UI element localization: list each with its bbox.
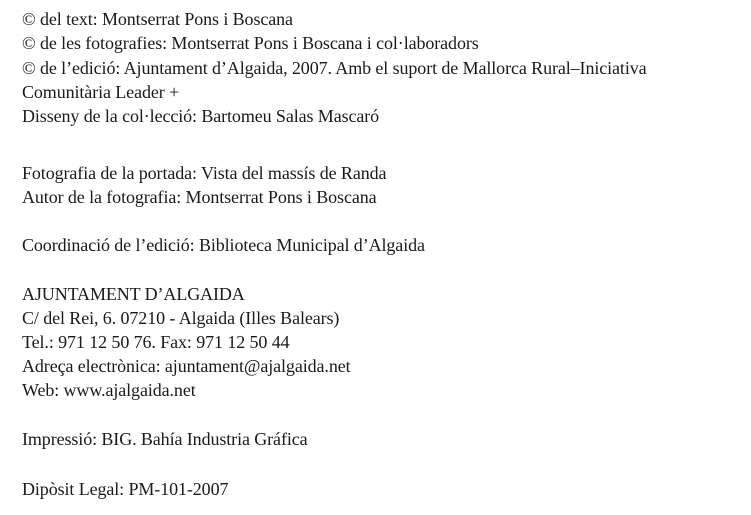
legal-deposit: Dipòsit Legal: PM-101-2007	[22, 479, 229, 499]
collection-design: Disseny de la col·lecció: Bartomeu Salas Mascaró	[22, 106, 380, 126]
photos-copyright: © de les fotografies: Montserrat Pons i Boscana i col·laboradors	[22, 33, 479, 53]
text-copyright: © del text: Montserrat Pons i Boscana	[22, 9, 293, 29]
printing-info: Impressió: BIG. Bahía Industria Gráfica	[22, 429, 308, 449]
publisher-name: AJUNTAMENT D’ALGAIDA	[22, 284, 245, 304]
edition-copyright: © de l’edició: Ajuntament d’Algaida, 2007. Amb el suport de Mallorca Rural–Iniciativa	[22, 58, 647, 78]
publisher-email: Adreça electrònica: ajuntament@ajalgaida.net	[22, 356, 351, 376]
cover-photo-caption: Fotografia de la portada: Vista del massís de Randa	[22, 163, 387, 183]
publisher-website: Web: www.ajalgaida.net	[22, 380, 196, 400]
edition-coordination: Coordinació de l’edició: Biblioteca Municipal d’Algaida	[22, 235, 425, 255]
cover-photo-author: Autor de la fotografia: Montserrat Pons i Boscana	[22, 187, 377, 207]
edition-copyright-continued: Comunitària Leader +	[22, 82, 180, 102]
publisher-phone-fax: Tel.: 971 12 50 76. Fax: 971 12 50 44	[22, 332, 290, 352]
publisher-address: C/ del Rei, 6. 07210 - Algaida (Illes Balears)	[22, 308, 340, 328]
